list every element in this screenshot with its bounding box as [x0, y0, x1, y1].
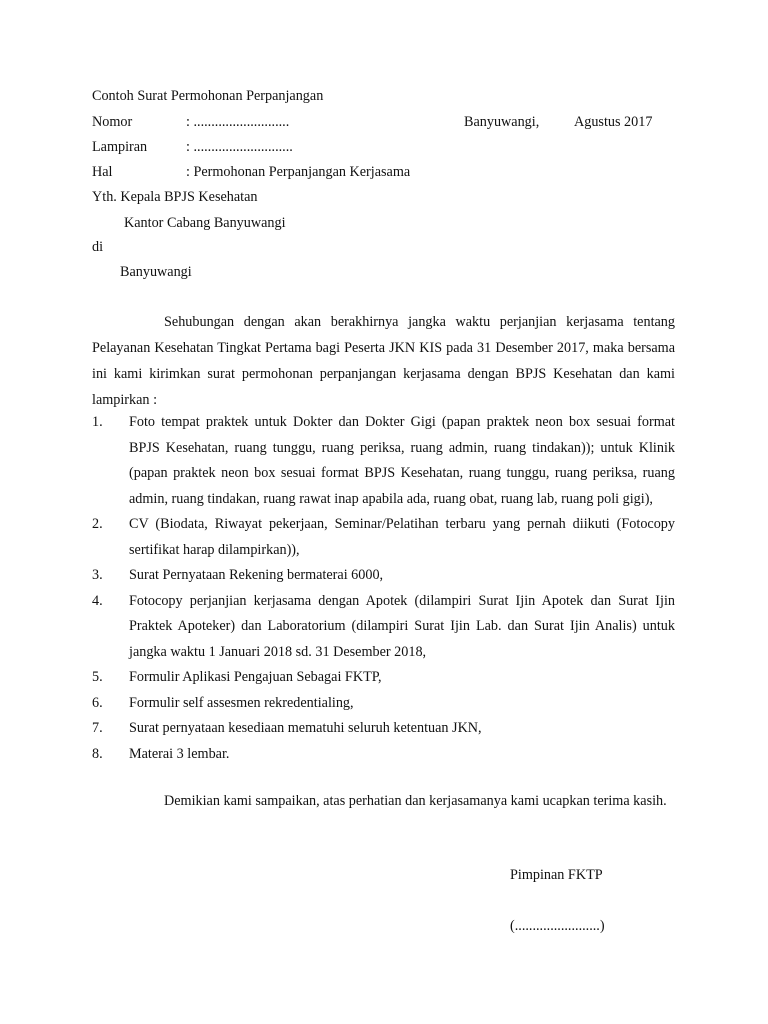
list-text: Foto tempat praktek untuk Dokter dan Dokter Gigi (papan praktek neon box sesuai format BPJS Kesehatan, ruang tunggu, ruang periksa, ruang admin, ruang tindakan)); untuk Klinik (papan praktek neon box sesuai format BPJS Kesehatan, ruang tunggu, ruang periksa, ruang admin, ruang tindakan, ruang rawat inap apabila ada, ruang obat, ruang lab, ruang poli gigi),: [129, 414, 675, 507]
recipient-line-3: di: [92, 239, 104, 255]
list-item: [92, 716, 675, 742]
list-text: Fotocopy perjanjian kerjasama dengan Apotek (dilampiri Surat Ijin Apotek dan Surat Ijin Praktek Apoteker) dan Laboratorium (dilampiri Surat Ijin Lab. dan Surat Ijin Analis) untuk jangka waktu 1 Januari 2018 sd. 31 Desember 2018,: [129, 592, 675, 660]
list-text: Surat Pernyataan Rekening bermaterai 6000,: [129, 567, 384, 583]
list-item: [92, 665, 675, 691]
intro-paragraph: Sehubungan dengan akan berakhirnya jangka waktu perjanjian kerjasama tentang Pelayanan Kesehatan Tingkat Pertama bagi Peserta JKN KIS pada 31 Desember 2017, maka bersama ini kami kirimkan surat permohonan perpanjangan kerjasama dengan BPJS Kesehatan dan kami lampirkan :: [92, 314, 675, 408]
list-text: Materai 3 lembar.: [129, 745, 230, 762]
list-item: [92, 691, 675, 717]
nomor-label: Nomor: [92, 114, 133, 130]
closing-paragraph: Demikian kami sampaikan, atas perhatian dan kerjasamanya kami ucapkan terima kasih.: [164, 793, 667, 809]
recipient-line-4: Banyuwangi: [120, 264, 192, 280]
nomor-value: : ...........................: [186, 114, 290, 130]
list-item: [92, 589, 675, 666]
list-number: 3.: [92, 567, 103, 583]
hal-value: : Permohonan Perpanjangan Kerjasama: [186, 164, 411, 180]
list-number: 6.: [92, 694, 103, 711]
list-text: Formulir Aplikasi Pengajuan Sebagai FKTP,: [129, 669, 382, 685]
list-number: 4.: [92, 592, 103, 609]
lampiran-value: : ............................: [186, 139, 293, 155]
list-number: 8.: [92, 745, 103, 762]
place-date: Banyuwangi,: [464, 114, 540, 130]
signature-title: Pimpinan FKTP: [510, 867, 603, 883]
recipient-line-2: Kantor Cabang Banyuwangi: [124, 215, 286, 231]
list-number: 1.: [92, 414, 103, 430]
signature-name: (........................): [510, 918, 605, 934]
list-number: 5.: [92, 669, 103, 685]
letter-title: Contoh Surat Permohonan Perpanjangan: [92, 88, 324, 104]
month-year: Agustus 2017: [574, 114, 653, 130]
list-item: [92, 410, 675, 512]
list-number: 2.: [92, 516, 103, 532]
attachment-list: [92, 410, 675, 767]
hal-label: Hal: [92, 164, 113, 180]
list-text: Surat pernyataan kesediaan mematuhi seluruh ketentuan JKN,: [129, 720, 482, 736]
recipient-line-1: Yth. Kepala BPJS Kesehatan: [92, 189, 258, 205]
list-number: 7.: [92, 720, 103, 736]
list-item: [92, 742, 675, 768]
lampiran-label: Lampiran: [92, 139, 148, 155]
list-text: Formulir self assesmen rekredentialing,: [129, 694, 354, 711]
list-item: [92, 563, 675, 589]
list-text: CV (Biodata, Riwayat pekerjaan, Seminar/Pelatihan terbaru yang pernah diikuti (Fotocopy sertifikat harap dilampirkan)),: [129, 516, 675, 558]
list-item: [92, 512, 675, 563]
